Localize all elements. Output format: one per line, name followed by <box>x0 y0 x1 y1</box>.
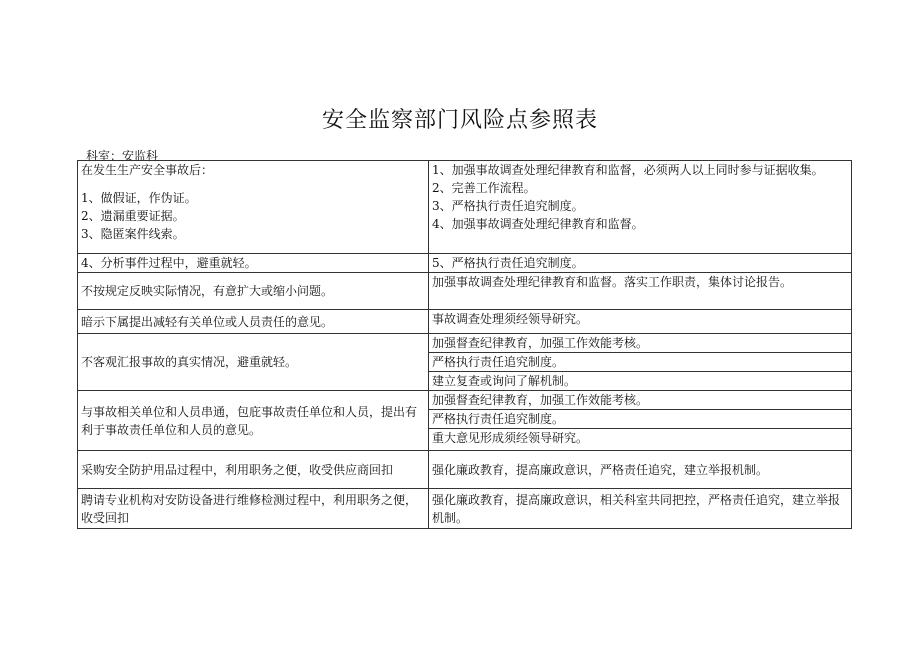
risk-table <box>77 160 852 529</box>
measure-cell: 加强督查纪律教育，加强工作效能考核。 <box>429 334 852 353</box>
risk-cell: 与事故相关单位和人员串通，包庇事故责任单位和人员，提出有利于事故责任单位和人员的意见。 <box>78 391 429 451</box>
table-row <box>78 334 852 353</box>
measure-line: 4、加强事故调查处理纪律教育和监督。 <box>432 217 644 231</box>
table-row <box>78 273 852 310</box>
measure-cell <box>429 161 852 254</box>
measure-line: 2、完善工作流程。 <box>432 181 536 195</box>
table-row <box>78 310 852 334</box>
measure-line: 1、加强事故调查处理纪律教育和监督，必须两人以上同时参与证据收集。 <box>432 163 824 177</box>
table-row <box>78 391 852 410</box>
measure-cell: 强化廉政教育，提高廉政意识，相关科室共同把控，严格责任追究，建立举报机制。 <box>429 489 852 529</box>
risk-line: 3、隐匿案件线索。 <box>81 227 185 241</box>
department-label: 科室：安监科 <box>86 149 159 163</box>
risk-line: 1、做假证，作伪证。 <box>81 191 197 205</box>
measure-cell: 加强事故调查处理纪律教育和监督。落实工作职责，集体讨论报告。 <box>429 273 852 310</box>
table-row <box>78 489 852 529</box>
risk-cell: 不按规定反映实际情况，有意扩大或缩小问题。 <box>78 273 429 310</box>
risk-cell: 不客观汇报事故的真实情况，避重就轻。 <box>78 334 429 391</box>
risk-cell: 采购安全防护用品过程中，利用职务之便，收受供应商回扣 <box>78 451 429 489</box>
measure-cell: 加强督查纪律教育，加强工作效能考核。 <box>429 391 852 410</box>
risk-cell <box>78 161 429 254</box>
measure-cell: 建立复查或询问了解机制。 <box>429 372 852 391</box>
measure-cell: 5、严格执行责任追究制度。 <box>429 254 852 273</box>
risk-cell: 暗示下属提出减轻有关单位或人员责任的意见。 <box>78 310 429 334</box>
table-row <box>78 451 852 489</box>
page-title: 安全监察部门风险点参照表 <box>321 108 598 133</box>
measure-cell: 严格执行责任追究制度。 <box>429 353 852 372</box>
risk-line: 在发生生产安全事故后： <box>81 163 214 177</box>
measure-line: 3、严格执行责任追究制度。 <box>432 199 584 213</box>
risk-cell: 4、分析事件过程中，避重就轻。 <box>78 254 429 273</box>
measure-cell: 事故调查处理须经领导研究。 <box>429 310 852 334</box>
measure-cell: 强化廉政教育，提高廉政意识，严格责任追究，建立举报机制。 <box>429 451 852 489</box>
measure-cell: 重大意见形成须经领导研究。 <box>429 429 852 451</box>
table-row <box>78 161 852 254</box>
measure-cell: 严格执行责任追究制度。 <box>429 410 852 429</box>
risk-cell: 聘请专业机构对安防设备进行维修检测过程中，利用职务之便，收受回扣 <box>78 489 429 529</box>
table-row <box>78 254 852 273</box>
risk-line: 2、遗漏重要证据。 <box>81 209 185 223</box>
